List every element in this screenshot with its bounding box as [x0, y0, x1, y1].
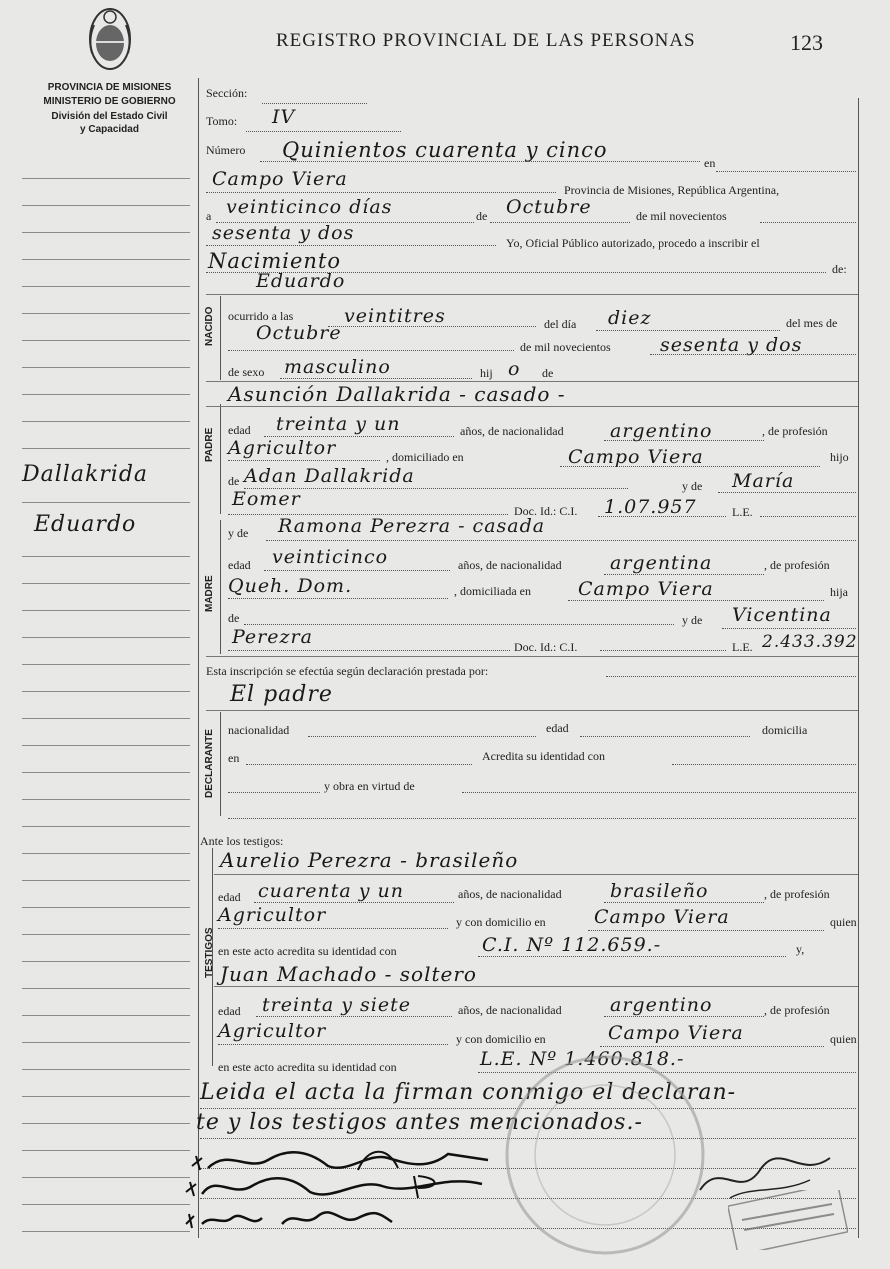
registry-title: REGISTRO PROVINCIAL DE LAS PERSONAS — [276, 30, 696, 51]
declarante-value: El padre — [230, 682, 333, 707]
testigo1-profesion-value: Agricultor — [218, 904, 327, 926]
testigo1-edad-value: cuarenta y un — [258, 880, 405, 902]
anio-nac-value: sesenta y dos — [660, 334, 803, 356]
label-t1-edad: edad — [218, 890, 241, 904]
label-acredita: Acredita su identidad con — [482, 749, 605, 763]
margin-given-name: Eduardo — [34, 512, 137, 537]
madre-nacionalidad-value: argentina — [610, 552, 713, 574]
anio-inscripcion-value: sesenta y dos — [212, 222, 355, 244]
label-de-colon: de: — [832, 262, 847, 276]
label-t2-anios: años, de nacionalidad — [458, 1003, 562, 1017]
tomo-value: IV — [272, 106, 296, 128]
mes-nac-value: Octubre — [256, 322, 342, 344]
testigo2-domicilio-value: Campo Viera — [608, 1022, 744, 1044]
signature-testigo2 — [182, 1204, 402, 1234]
testigo1-domicilio-value: Campo Viera — [594, 906, 730, 928]
label-hija: hija — [830, 585, 848, 599]
padre-nacionalidad-value: argentino — [610, 420, 713, 442]
page-number: 123 — [790, 30, 823, 55]
label-t1-domicilio: y con domicilio en — [456, 915, 546, 929]
label-provincia: Provincia de Misiones, República Argentina, — [564, 183, 780, 197]
label-yo-oficial: Yo, Oficial Público autorizado, procedo a inscribir el — [506, 236, 760, 250]
abuela-2-value: Eomer — [232, 488, 301, 510]
left-column-border — [198, 78, 199, 1238]
label-madre-doc: Doc. Id.: C.I. — [514, 640, 578, 654]
label-domicilia: domicilia — [762, 723, 808, 737]
right-column-border — [858, 98, 859, 1238]
label-de2: de — [542, 366, 554, 380]
testigo1-doc-value: C.I. Nº 112.659.- — [482, 934, 662, 956]
label-t1-profesion: , de profesión — [764, 887, 830, 901]
testigo2-profesion-value: Agricultor — [218, 1020, 327, 1042]
label-t2-profesion: , de profesión — [764, 1003, 830, 1017]
padre-ci-value: 1.07.957 — [604, 496, 697, 518]
label-padre-de: de — [228, 474, 240, 488]
testigo2-nacionalidad-value: argentino — [610, 994, 713, 1016]
mes-inscripcion-value: Octubre — [506, 196, 592, 218]
hijo-o-value: o — [508, 358, 521, 380]
label-decl-en: en — [228, 751, 240, 765]
closing-line-1: Leida el acta la firman conmigo el declaran- — [200, 1080, 737, 1105]
label-t2-en-este-acto: en este acto acredita su identidad con — [218, 1060, 397, 1074]
label-hij: hij — [480, 366, 493, 380]
testigo1-value: Aurelio Perezra - brasileño — [220, 848, 519, 872]
nombre-value: Eduardo — [256, 270, 346, 292]
padre-domicilio-value: Campo Viera — [568, 446, 704, 468]
label-seccion: Sección: — [206, 86, 248, 100]
label-de-sexo: de sexo — [228, 365, 265, 379]
testigo2-doc-value: L.E. Nº 1.460.818.- — [480, 1048, 685, 1070]
testigo1-nacionalidad-value: brasileño — [610, 880, 709, 902]
label-del-mes: del mes de — [786, 316, 838, 330]
label-madre-le: L.E. — [732, 640, 753, 654]
padre-edad-value: treinta y un — [276, 413, 401, 435]
label-numero: Número — [206, 143, 246, 157]
section-declarante: DECLARANTE — [204, 729, 215, 798]
label-madre-anios: años, de nacionalidad — [458, 558, 562, 572]
label-ante-testigos: Ante los testigos: — [200, 834, 284, 848]
label-a: a — [206, 209, 212, 223]
lugar-value: Campo Viera — [212, 168, 348, 190]
madre-edad-value: veinticinco — [272, 546, 389, 568]
signature-testigo1 — [182, 1168, 512, 1208]
label-madre-y-de2: y de — [682, 613, 703, 627]
madre-nombre-value: Ramona Perezra - casada — [278, 515, 546, 537]
label-t1-y: y, — [796, 942, 805, 956]
label-padre-edad: edad — [228, 423, 251, 437]
label-padre-profesion: , de profesión — [762, 424, 828, 438]
label-del-dia: del día — [544, 317, 577, 331]
capacity-name: y Capacidad — [80, 124, 139, 135]
hora-value: veintitres — [344, 305, 446, 327]
madre-domicilio-value: Campo Viera — [578, 578, 714, 600]
label-de: de — [476, 209, 488, 223]
abuela-materna-1-value: Vicentina — [732, 604, 832, 626]
sexo-value: masculino — [284, 356, 391, 378]
padre-nombre-value: Asunción Dallakrida - casado - — [228, 382, 566, 406]
label-mil-novecientos: de mil novecientos — [636, 209, 727, 223]
label-t2-quien: quien — [830, 1032, 857, 1046]
abuela-materna-2-value: Perezra — [232, 626, 313, 648]
madre-profesion-value: Queh. Dom. — [228, 575, 353, 597]
rectangular-stamp — [728, 1190, 848, 1250]
label-madre-edad: edad — [228, 558, 251, 572]
label-madre-y-de: y de — [228, 526, 249, 540]
label-ocurrido: ocurrido a las — [228, 309, 294, 323]
margin-surname: Dallakrida — [22, 462, 149, 487]
padre-profesion-value: Agricultor — [228, 437, 337, 459]
dia-nac-value: diez — [608, 307, 652, 329]
ministry-name: MINISTERIO DE GOBIERNO — [43, 96, 176, 107]
label-de-mil: de mil novecientos — [520, 340, 611, 354]
label-madre-domiciliada: , domiciliada en — [454, 584, 531, 598]
section-nacido: NACIDO — [204, 306, 215, 346]
label-padre-y-de: y de — [682, 479, 703, 493]
division-name: División del Estado Civil — [51, 111, 168, 122]
label-hijo: hijo — [830, 450, 849, 464]
section-testigos: TESTIGOS — [204, 927, 215, 978]
label-padre-doc: Doc. Id.: C.I. — [514, 504, 578, 518]
province-name: PROVINCIA DE MISIONES — [47, 82, 172, 93]
label-madre-profesion: , de profesión — [764, 558, 830, 572]
label-padre-le: L.E. — [732, 505, 753, 519]
testigo2-edad-value: treinta y siete — [262, 994, 412, 1016]
label-en: en — [704, 156, 716, 170]
acto-value: Nacimiento — [208, 249, 342, 273]
abuela-1-value: María — [732, 470, 795, 492]
label-t1-anios: años, de nacionalidad — [458, 887, 562, 901]
closing-line-2: te y los testigos antes mencionados.- — [196, 1110, 643, 1135]
coat-of-arms-emblem — [84, 3, 136, 75]
label-decl-edad: edad — [546, 721, 569, 735]
label-inscripcion: Esta inscripción se efectúa según declaración prestada por: — [206, 664, 489, 678]
testigo2-value: Juan Machado - soltero — [220, 962, 477, 986]
madre-le-value: 2.433.392 — [762, 632, 858, 652]
label-t1-quien: quien — [830, 915, 857, 929]
label-madre-de: de — [228, 611, 240, 625]
dia-inscripcion-value: veinticinco días — [226, 196, 393, 218]
label-padre-domiciliado: , domiciliado en — [386, 450, 464, 464]
section-padre: PADRE — [204, 427, 215, 462]
section-madre: MADRE — [204, 575, 215, 612]
label-tomo: Tomo: — [206, 114, 238, 128]
numero-value: Quinientos cuarenta y cinco — [282, 138, 608, 162]
label-t2-domicilio: y con domicilio en — [456, 1032, 546, 1046]
label-t1-en-este-acto: en este acto acredita su identidad con — [218, 944, 397, 958]
label-padre-anios: años, de nacionalidad — [460, 424, 564, 438]
label-nacionalidad: nacionalidad — [228, 723, 290, 737]
label-t2-edad: edad — [218, 1004, 241, 1018]
label-obra: y obra en virtud de — [324, 779, 415, 793]
official-seal-stamp — [500, 1050, 710, 1260]
abuelo-value: Adan Dallakrida — [244, 465, 415, 487]
